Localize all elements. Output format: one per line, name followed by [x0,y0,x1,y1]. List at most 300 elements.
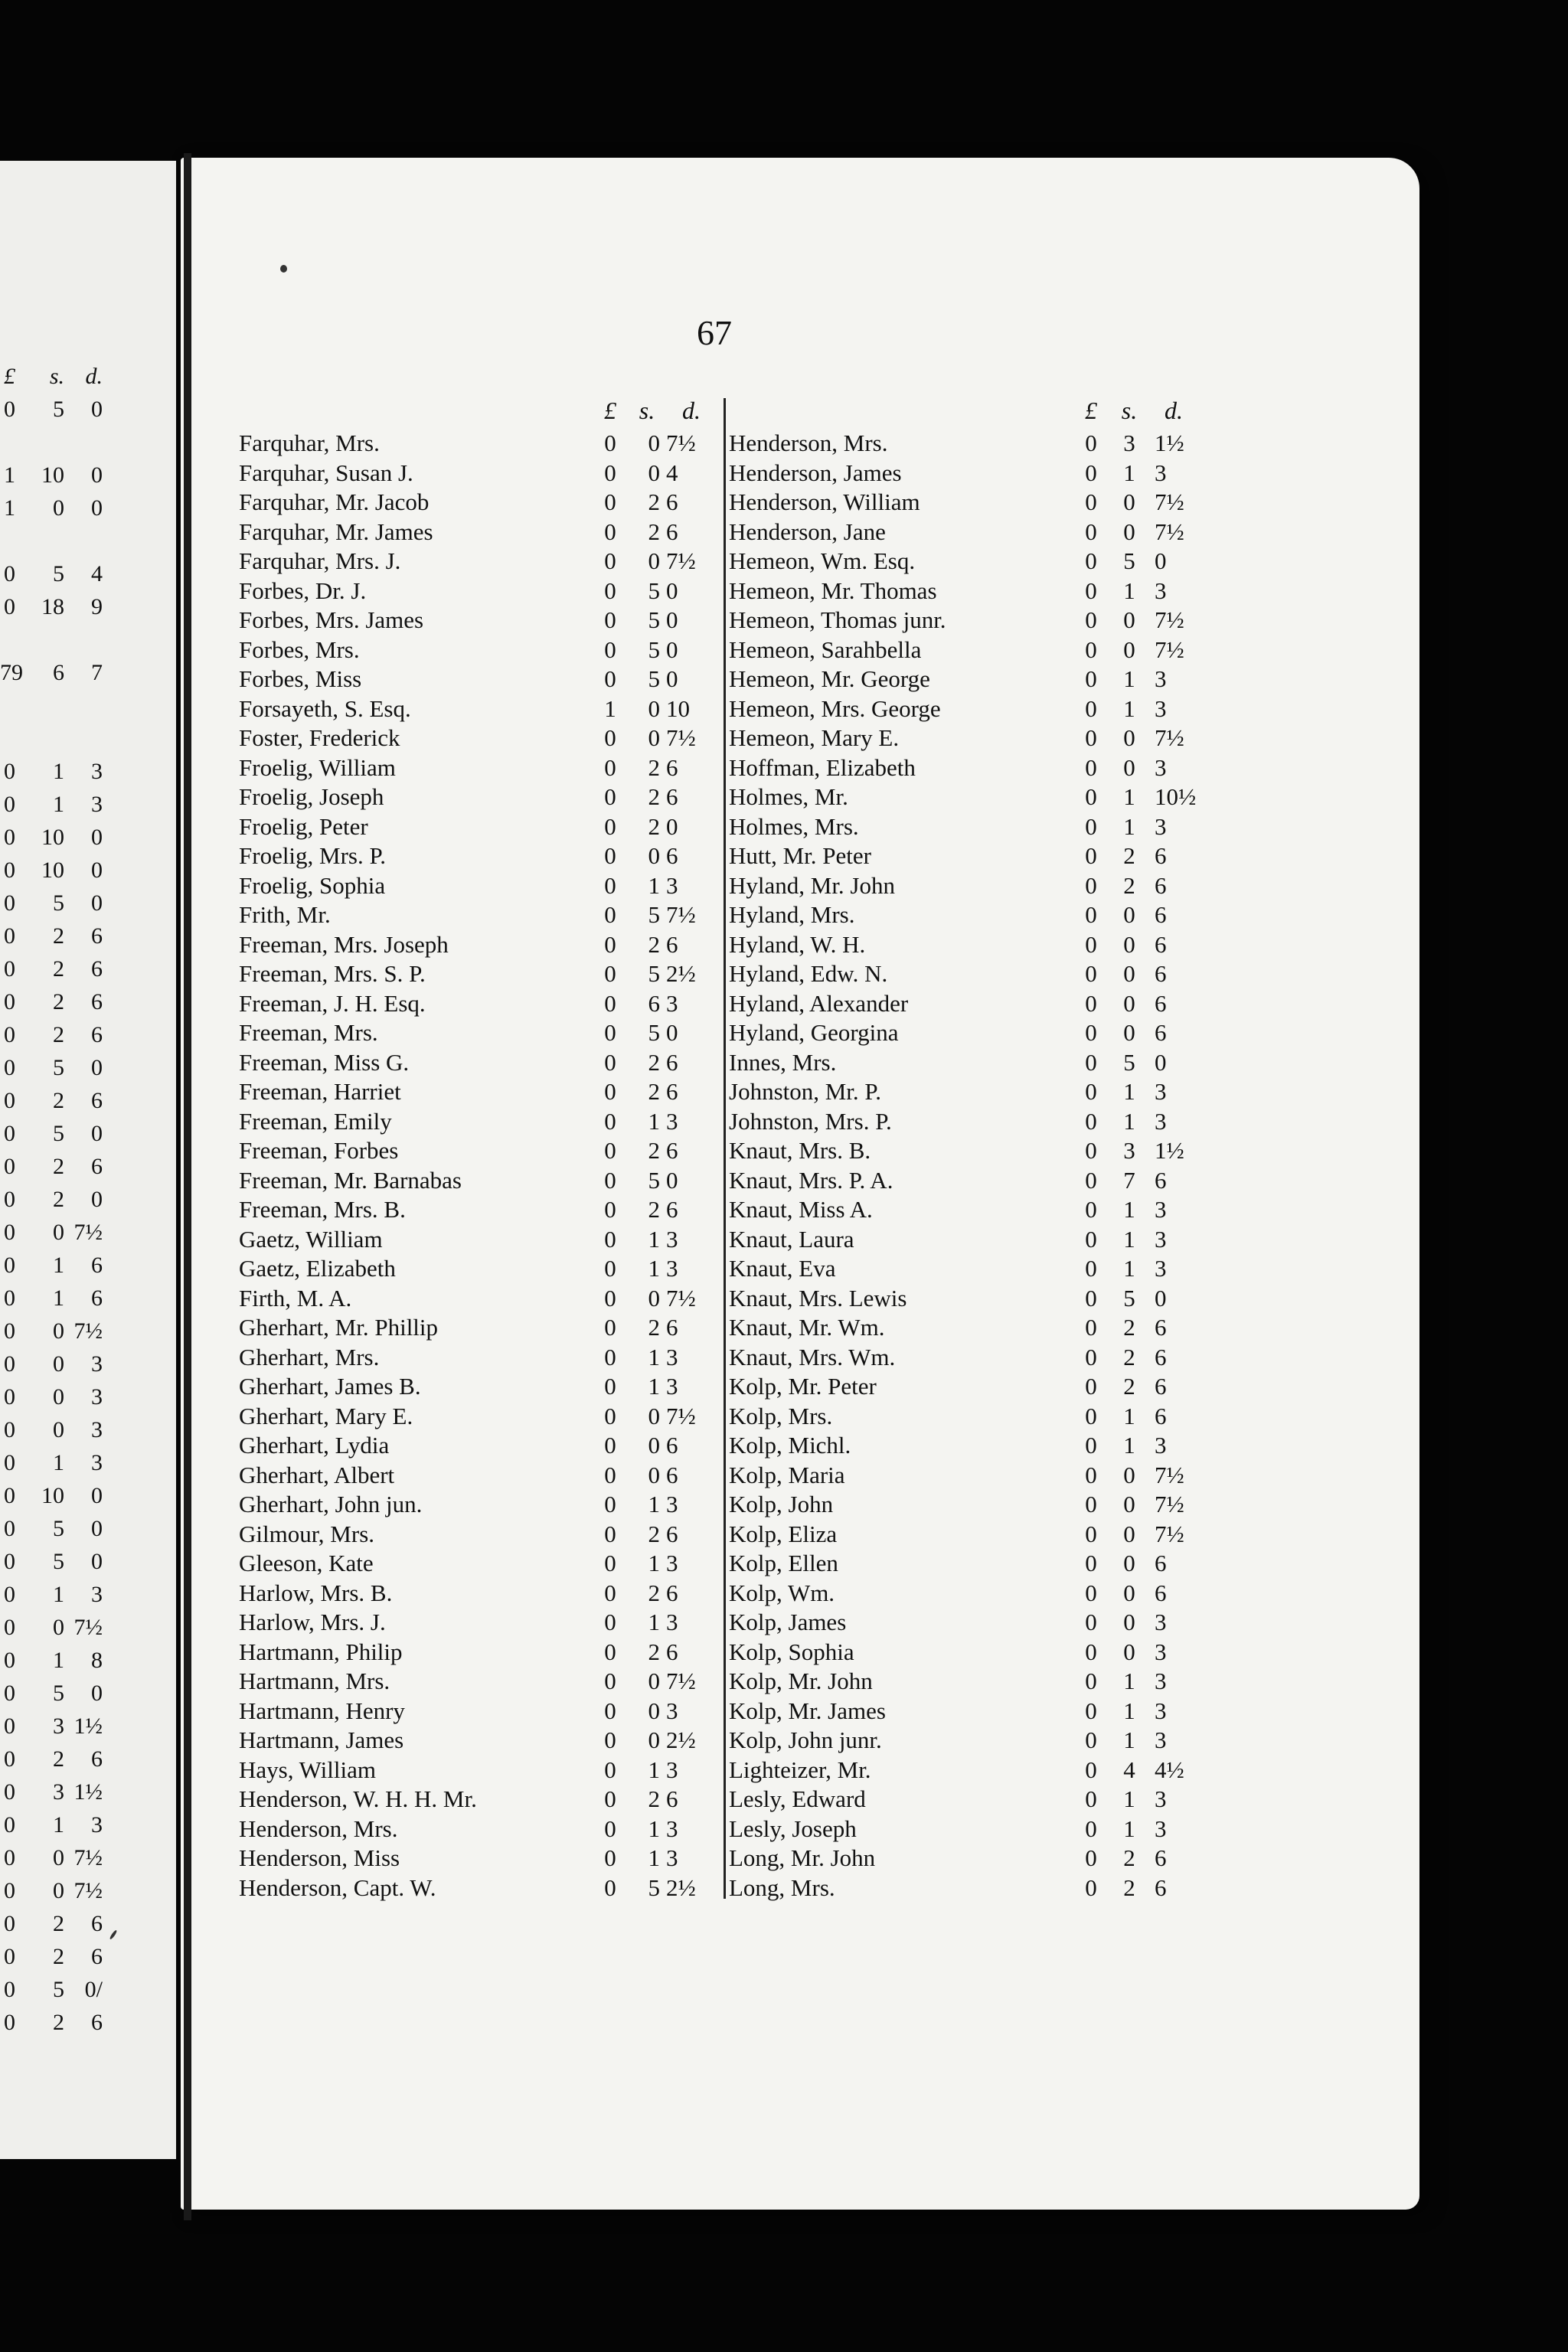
right-pence: 6 [1155,901,1167,928]
left-name: Farquhar, Mr. Jacob [239,488,430,515]
left-name: Farquhar, Mr. James [239,518,433,545]
previous-page-amount: 0 [4,561,15,586]
previous-page-amount: 0 [91,495,103,521]
previous-page-amount: 0 [4,1648,15,1673]
right-shillings: 0 [1123,1461,1135,1488]
left-pounds: 0 [604,1491,616,1517]
previous-page-amount: 0 [4,397,15,422]
right-shillings: 1 [1123,812,1135,840]
right-name: Long, Mrs. [729,1873,835,1901]
right-pounds: 0 [1085,1815,1097,1842]
ink-speck [280,265,287,273]
ledger-row [0,1667,1568,1697]
right-name: Knaut, Mrs. Lewis [729,1284,907,1312]
left-pounds: 0 [604,724,616,751]
left-pounds: 0 [604,812,616,840]
right-shillings: 1 [1123,1078,1135,1105]
left-pence: 3 [666,1697,678,1724]
left-pence: 3 [666,1756,678,1783]
right-name: Johnston, Mrs. P. [729,1107,892,1135]
previous-page-amount: 0 [4,1615,15,1640]
right-name: Hutt, Mr. Peter [729,842,871,869]
right-name: Kolp, John junr. [729,1726,882,1753]
left-pence: 6 [666,783,678,810]
right-shillings: 2 [1123,1373,1135,1400]
right-pounds: 0 [1085,1078,1097,1105]
left-shillings: 2 [648,753,660,781]
right-shillings: 1 [1123,1402,1135,1429]
left-shillings: 5 [648,901,660,928]
right-shillings: 1 [1123,1785,1135,1812]
ledger-row [0,753,1568,783]
left-pounds: 0 [604,1520,616,1547]
right-name: Hemeon, Sarahbella [729,635,922,663]
right-shillings: 3 [1123,1137,1135,1164]
right-name: Hyland, Mrs. [729,901,855,928]
previous-page-amount: 0 [4,1088,15,1113]
right-pounds: 0 [1085,1019,1097,1046]
left-shillings: 0 [648,1668,660,1694]
right-name: Henderson, James [729,459,902,486]
right-name: Hemeon, Mary E. [729,724,900,751]
left-pence: 0 [666,606,678,633]
left-shillings: 2 [648,1579,660,1606]
ledger-row [0,1579,1568,1609]
previous-page-amount: 0 [4,759,15,784]
left-shillings: 2 [648,1078,660,1105]
right-pounds: 0 [1085,753,1097,781]
left-name: Hays, William [239,1756,376,1783]
previous-page-amount: 4 [91,561,103,586]
ledger-row [0,1873,1568,1903]
ledger-row [0,1402,1568,1432]
previous-page-amount: 0/ [84,1977,103,2002]
right-pounds: 0 [1085,694,1097,722]
ledger-row [0,782,1568,812]
right-pence: 7½ [1155,635,1184,663]
right-name: Knaut, Laura [729,1225,854,1253]
previous-page-amount: 7½ [74,1845,103,1870]
right-pence: 0 [1155,547,1167,574]
previous-page-header [0,361,176,392]
previous-page-amount: 3 [91,1582,103,1607]
left-pence: 6 [666,753,678,781]
right-name: Knaut, Mrs. Wm. [729,1343,896,1370]
left-pounds: 0 [604,1638,616,1665]
right-shillings: 0 [1123,1019,1135,1046]
right-pounds: 0 [1085,1373,1097,1400]
left-pence: 3 [666,1343,678,1370]
right-name: Henderson, William [729,488,920,515]
right-pounds: 0 [1085,1196,1097,1223]
left-pence: 7½ [666,430,696,456]
left-pence: 0 [666,665,678,692]
left-pence: 10 [666,694,690,722]
left-shillings: 2 [648,1048,660,1076]
ledger-row [0,1431,1568,1461]
right-pence: 3 [1155,1726,1167,1753]
previous-page-amount: 0 [4,1121,15,1146]
previous-page-row [0,1909,176,1939]
right-name: Hoffman, Elizabeth [729,753,916,781]
right-pounds: 0 [1085,960,1097,987]
right-pounds-header: £ [1085,397,1097,424]
previous-page-amount: 5 [53,397,64,422]
left-pence: 6 [666,1048,678,1076]
previous-page-amount: 5 [53,890,64,916]
previous-page-amount: 5 [53,1055,64,1080]
right-pence: 7½ [1155,1491,1184,1517]
previous-page-amount: 0 [91,890,103,916]
left-pounds: 0 [604,577,616,604]
previous-page-amount: 6 [91,1088,103,1113]
right-name: Hyland, Edw. N. [729,960,888,987]
right-name: Kolp, Ellen [729,1550,838,1576]
left-pounds: 0 [604,783,616,810]
right-shillings: 4 [1123,1756,1135,1783]
ledger-row [0,459,1568,488]
right-pence: 7½ [1155,488,1184,515]
left-pence: 4 [666,459,678,486]
ledger-row [0,1048,1568,1078]
previous-page-amount: 1 [53,759,64,784]
left-pounds: 0 [604,1756,616,1783]
left-pounds: 0 [604,1048,616,1076]
right-pounds: 0 [1085,1255,1097,1282]
left-shillings: 2 [648,783,660,810]
previous-page-amount: 1½ [74,1779,103,1805]
right-pounds: 0 [1085,1638,1097,1665]
previous-page-amount: 0 [91,1055,103,1080]
left-pounds: 0 [604,1402,616,1429]
right-shillings: 2 [1123,1343,1135,1370]
right-pounds: 0 [1085,1048,1097,1076]
left-name: Gaetz, William [239,1225,383,1253]
right-name: Knaut, Miss A. [729,1196,873,1223]
left-column-header [0,395,1568,426]
right-pounds: 0 [1085,989,1097,1017]
left-pounds-header: £ [604,397,616,424]
right-pence: 3 [1155,1785,1167,1812]
right-name: Lesly, Joseph [729,1815,857,1842]
left-shillings: 0 [648,724,660,751]
ledger-row [0,812,1568,842]
right-name: Kolp, John [729,1491,834,1517]
ledger-row [0,1697,1568,1726]
right-pounds: 0 [1085,488,1097,515]
right-pounds: 0 [1085,1520,1097,1547]
right-name: Henderson, Mrs. [729,430,888,456]
left-pounds: 0 [604,430,616,456]
right-pence: 7½ [1155,606,1184,633]
right-name: Henderson, Jane [729,518,886,545]
previous-page-amount: 0 [53,1615,64,1640]
left-pounds: 0 [604,459,616,486]
previous-page-amount: 6 [91,1285,103,1311]
right-shillings: 2 [1123,1314,1135,1341]
ledger-row [0,694,1568,724]
left-pence: 3 [666,989,678,1017]
right-pence: 7½ [1155,1520,1184,1547]
right-pounds: 0 [1085,1785,1097,1812]
previous-page-amount: 10 [41,825,64,850]
previous-page-amount: 2 [53,923,64,949]
right-pence: 7½ [1155,1461,1184,1488]
left-pence: 2½ [666,1873,696,1901]
previous-page-amount: 0 [4,1713,15,1739]
right-pounds: 0 [1085,1432,1097,1459]
previous-page-amount: 3 [91,1812,103,1838]
left-pence: 7½ [666,547,696,574]
previous-page-amount: 0 [4,956,15,982]
previous-page-header-cell: d. [85,364,103,389]
previous-page-amount: 0 [91,1187,103,1212]
left-shillings: 0 [648,547,660,574]
left-shillings: 0 [648,1432,660,1459]
ledger-row [0,1520,1568,1550]
ledger-row [0,1372,1568,1402]
right-shillings: 1 [1123,1815,1135,1842]
right-shillings: 1 [1123,459,1135,486]
right-name: Kolp, Eliza [729,1520,838,1547]
right-name: Lesly, Edward [729,1785,866,1812]
right-shillings: 1 [1123,1432,1135,1459]
left-name: Henderson, Miss [239,1844,400,1871]
left-shillings: 1 [648,1756,660,1783]
previous-page-amount: 5 [53,1121,64,1146]
right-shillings: 0 [1123,606,1135,633]
left-pounds: 0 [604,1137,616,1164]
right-shillings: 5 [1123,547,1135,574]
left-pence: 6 [666,1579,678,1606]
previous-page-amount: 6 [91,1022,103,1047]
right-pounds: 0 [1085,1284,1097,1312]
previous-page-amount: 7½ [74,1878,103,1903]
previous-page-amount: 1 [53,1253,64,1278]
previous-page-amount: 0 [4,1187,15,1212]
left-name: Gleeson, Kate [239,1550,374,1576]
right-shillings: 7 [1123,1166,1135,1194]
right-shillings: 0 [1123,989,1135,1017]
previous-page-amount: 10 [41,1483,64,1508]
right-pence: 3 [1155,1815,1167,1842]
previous-page-amount: 5 [53,1681,64,1706]
left-pounds: 0 [604,1343,616,1370]
right-pence: 6 [1155,1844,1167,1871]
left-pence: 6 [666,1520,678,1547]
left-pounds: 0 [604,842,616,869]
right-pounds: 0 [1085,1844,1097,1871]
right-pence: 3 [1155,459,1167,486]
left-shillings: 1 [648,1107,660,1135]
right-shillings-header: s. [1121,397,1138,424]
page-number: 67 [697,313,732,352]
ledger-row [0,547,1568,577]
left-pence: 3 [666,1491,678,1517]
ledger-row [0,959,1568,989]
right-pounds: 0 [1085,518,1097,545]
ledger-row [0,488,1568,518]
left-pounds: 0 [604,753,616,781]
right-shillings: 2 [1123,1844,1135,1871]
previous-page-amount: 1 [53,1812,64,1838]
left-name: Gherhart, Mary E. [239,1402,413,1429]
previous-page-amount: 7 [91,660,103,685]
previous-page-amount: 2 [53,1088,64,1113]
ledger-row [0,1313,1568,1343]
right-shillings: 1 [1123,1225,1135,1253]
ledger-row [0,429,1568,459]
left-name: Gherhart, Mrs. [239,1343,380,1370]
left-shillings: 0 [648,842,660,869]
right-name: Kolp, Wm. [729,1579,835,1606]
left-pence: 6 [666,1137,678,1164]
previous-page-amount: 0 [4,1055,15,1080]
previous-page-amount: 1 [53,1450,64,1475]
ledger-row [0,606,1568,635]
right-pence: 6 [1155,960,1167,987]
previous-page-amount: 3 [91,792,103,817]
left-name: Froelig, Peter [239,812,368,840]
ledger-row [0,1195,1568,1225]
left-pounds: 0 [604,1844,616,1871]
left-name: Firth, M. A. [239,1284,352,1312]
ledger-row [0,1166,1568,1196]
right-name: Hemeon, Mr. Thomas [729,577,937,604]
left-pounds: 0 [604,1284,616,1312]
left-name: Freeman, Harriet [239,1078,401,1105]
left-name: Farquhar, Susan J. [239,459,413,486]
right-pence: 3 [1155,1255,1167,1282]
right-pounds: 0 [1085,1697,1097,1724]
previous-page-amount: 6 [91,989,103,1014]
left-pounds: 0 [604,1107,616,1135]
previous-page-amount: 0 [4,1549,15,1574]
right-pounds: 0 [1085,930,1097,958]
right-pence: 6 [1155,1579,1167,1606]
right-shillings: 1 [1123,665,1135,692]
right-shillings: 0 [1123,960,1135,987]
right-pounds: 0 [1085,783,1097,810]
left-name: Gherhart, James B. [239,1373,421,1400]
previous-page-amount: 6 [91,1154,103,1179]
right-pounds: 0 [1085,430,1097,456]
left-name: Gherhart, John jun. [239,1491,423,1517]
left-shillings: 1 [648,1373,660,1400]
left-pence: 0 [666,812,678,840]
ledger-row [0,1756,1568,1785]
previous-page-amount: 0 [53,1878,64,1903]
left-pounds: 0 [604,1609,616,1635]
previous-page-amount: 3 [91,1417,103,1442]
left-shillings: 1 [648,1255,660,1282]
left-pounds: 0 [604,1726,616,1753]
right-shillings: 3 [1123,430,1135,456]
left-shillings: 1 [648,1844,660,1871]
left-name: Forsayeth, S. Esq. [239,694,411,722]
left-name: Gaetz, Elizabeth [239,1255,396,1282]
left-name: Henderson, W. H. H. Mr. [239,1785,477,1812]
left-shillings: 0 [648,1697,660,1724]
left-pence: 2½ [666,960,696,987]
ledger-row [0,989,1568,1019]
left-shillings: 5 [648,635,660,663]
left-name: Freeman, Mrs. Joseph [239,930,449,958]
left-pence: 6 [666,1196,678,1223]
left-pence: 6 [666,930,678,958]
left-pounds: 0 [604,665,616,692]
previous-page-amount: 0 [4,989,15,1014]
previous-page-amount: 3 [91,1384,103,1410]
right-name: Knaut, Mrs. P. A. [729,1166,893,1194]
right-shillings: 0 [1123,1520,1135,1547]
right-pounds: 0 [1085,1873,1097,1901]
previous-page-amount: 2 [53,989,64,1014]
left-shillings: 1 [648,1225,660,1253]
right-shillings: 1 [1123,577,1135,604]
left-name: Hartmann, James [239,1726,404,1753]
right-shillings: 0 [1123,488,1135,515]
left-shillings: 0 [648,1402,660,1429]
right-pence: 3 [1155,1432,1167,1459]
previous-page-amount: 0 [4,858,15,883]
left-pence: 3 [666,1107,678,1135]
left-pence: 3 [666,1815,678,1842]
right-shillings: 0 [1123,518,1135,545]
left-shillings: 5 [648,1873,660,1901]
left-shillings: 5 [648,960,660,987]
left-name: Forbes, Mrs. James [239,606,424,633]
previous-page-amount: 0 [4,890,15,916]
ledger-row [0,1815,1568,1844]
right-pence: 6 [1155,1343,1167,1370]
previous-page-amount: 1 [53,792,64,817]
ledger-row [0,1136,1568,1166]
previous-page-amount: 6 [53,660,64,685]
left-pence: 3 [666,1609,678,1635]
right-shillings: 1 [1123,694,1135,722]
right-name: Kolp, Mrs. [729,1402,833,1429]
right-pence: 6 [1155,989,1167,1017]
right-shillings: 1 [1123,783,1135,810]
previous-page-amount: 2 [53,1944,64,1969]
previous-page-amount: 7½ [74,1318,103,1344]
ledger-row [0,1107,1568,1137]
right-shillings: 2 [1123,1873,1135,1901]
previous-page-amount: 0 [4,1285,15,1311]
right-shillings: 2 [1123,871,1135,899]
right-pounds: 0 [1085,1166,1097,1194]
ledger-row [0,1785,1568,1815]
previous-page-amount: 18 [41,594,64,619]
right-pence: 6 [1155,1019,1167,1046]
left-name: Forbes, Dr. J. [239,577,367,604]
left-shillings: 5 [648,1166,660,1194]
previous-page-amount: 2 [53,1154,64,1179]
ledger-row [0,1549,1568,1579]
ledger-row [0,724,1568,753]
right-pence: 6 [1155,1373,1167,1400]
right-name: Hyland, W. H. [729,930,866,958]
right-name: Kolp, Sophia [729,1638,854,1665]
previous-page-amount: 0 [91,1516,103,1541]
left-pounds: 0 [604,1785,616,1812]
left-pence: 2½ [666,1726,696,1753]
right-pounds: 0 [1085,577,1097,604]
previous-page-amount: 0 [53,1417,64,1442]
right-shillings: 0 [1123,724,1135,751]
right-pence: 3 [1155,1697,1167,1724]
